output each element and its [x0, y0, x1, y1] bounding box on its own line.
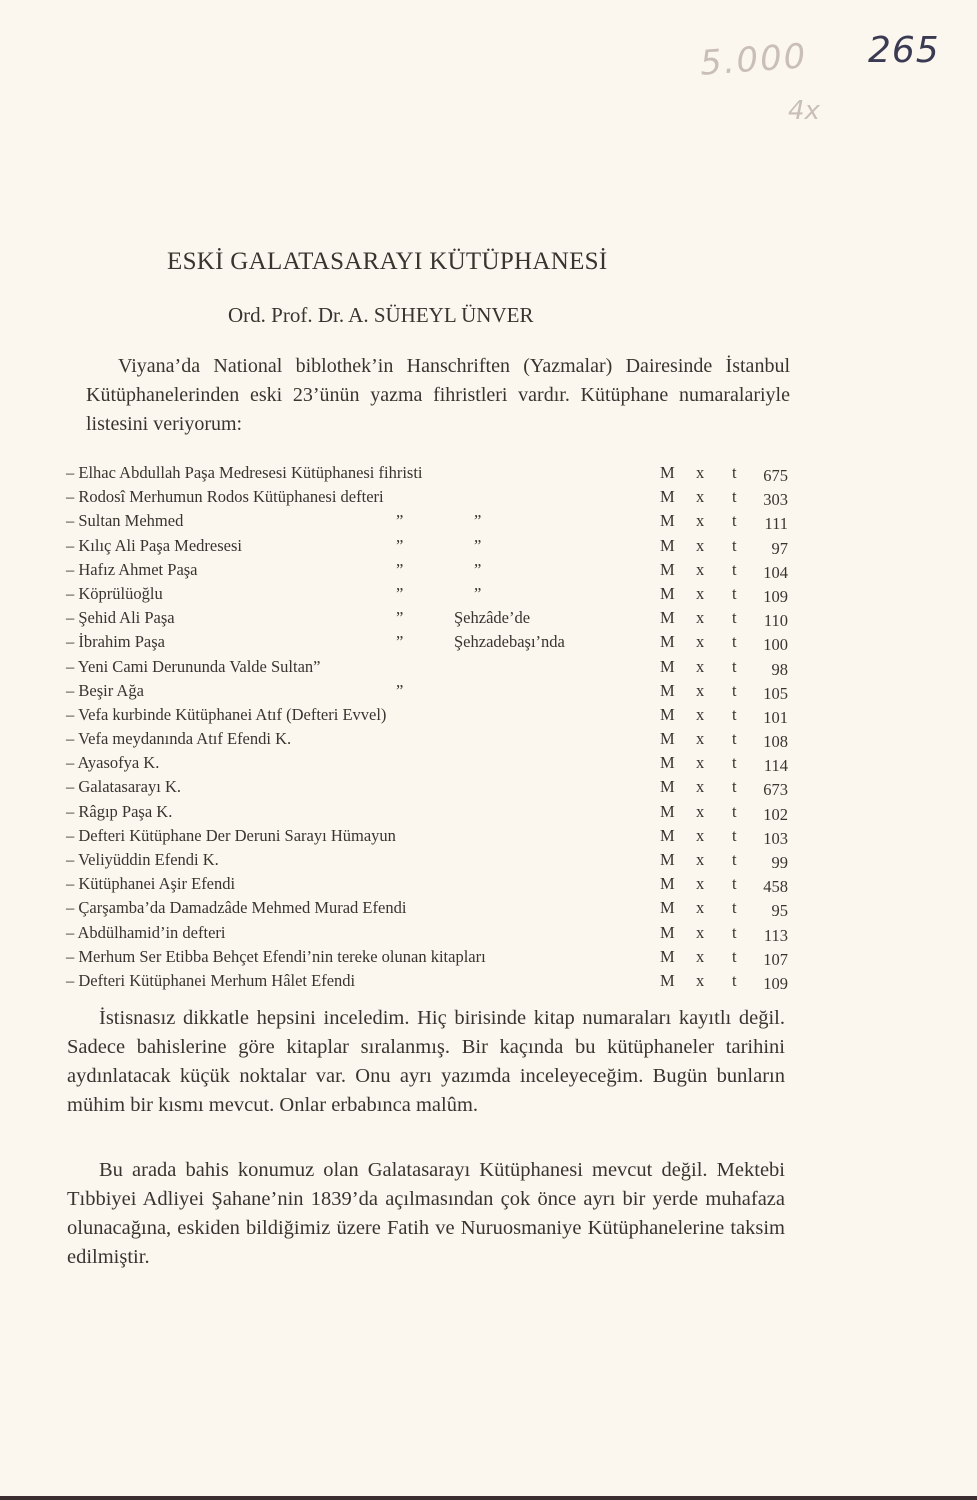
catalog-name: – Vefa meydanında Atıf Efendi K. — [66, 729, 292, 749]
catalog-format-t: t — [732, 583, 737, 603]
catalog-format-m: M — [660, 632, 675, 652]
catalog-number: 303 — [763, 490, 788, 510]
catalog-row — [66, 509, 796, 533]
catalog-name: – Abdülhamid’in defteri — [66, 922, 226, 942]
catalog-format-m: M — [660, 801, 675, 821]
catalog-row — [66, 824, 796, 848]
catalog-row — [66, 485, 796, 509]
catalog-format-x: x — [696, 535, 705, 555]
catalog-name: – Beşir Ağa — [66, 680, 144, 700]
catalog-number: 107 — [763, 949, 788, 969]
catalog-format-t: t — [732, 898, 737, 918]
catalog-number: 675 — [763, 466, 788, 485]
catalog-number: 108 — [763, 732, 788, 752]
intro-paragraph — [86, 352, 790, 439]
catalog-format-t: t — [732, 970, 737, 990]
catalog-format-t: t — [732, 656, 737, 676]
catalog-format-m: M — [660, 583, 675, 603]
catalog-row — [66, 872, 796, 896]
catalog-number: 105 — [763, 683, 788, 703]
catalog-format-t: t — [732, 704, 737, 724]
catalog-format-t: t — [732, 729, 737, 749]
catalog-row — [66, 896, 796, 920]
catalog-number: 100 — [763, 635, 788, 655]
page-number-handwritten: 265 — [868, 30, 940, 71]
catalog-note: Şehzadebaşı’nda — [454, 632, 565, 652]
catalog-row — [66, 969, 796, 993]
article-title: ESKİ GALATASARAYI KÜTÜPHANESİ — [167, 248, 608, 275]
catalog-ditto-mark: ” — [474, 535, 482, 555]
catalog-number: 98 — [771, 659, 788, 679]
catalog-name: – Elhac Abdullah Paşa Medresesi Kütüphanesi fihristi — [66, 463, 423, 482]
catalog-format-t: t — [732, 922, 737, 942]
catalog-format-m: M — [660, 487, 675, 507]
catalog-format-x: x — [696, 487, 705, 507]
catalog-ditto-mark: ” — [396, 559, 404, 579]
catalog-format-m: M — [660, 898, 675, 918]
catalog-format-t: t — [732, 801, 737, 821]
catalog-format-m: M — [660, 535, 675, 555]
catalog-format-m: M — [660, 777, 675, 797]
catalog-format-x: x — [696, 583, 705, 603]
intro-text: Viyana’da National biblothek’in Hanschriften (Yazmalar) Dairesinde İstanbul Kütüphanelerinden eski 23’ünün yazma fihristleri vardır. Kütüphane numaralariyle listesini veriyorum: — [86, 355, 790, 435]
catalog-format-x: x — [696, 970, 705, 990]
catalog-format-x: x — [696, 946, 705, 966]
catalog-row — [66, 945, 796, 969]
catalog-row — [66, 921, 796, 945]
catalog-format-t: t — [732, 946, 737, 966]
catalog-name: – Veliyüddin Efendi K. — [66, 850, 219, 869]
catalog-name: – Râgıp Paşa K. — [66, 801, 173, 821]
catalog-format-x: x — [696, 704, 705, 724]
catalog-format-x: x — [696, 463, 705, 482]
catalog-format-t: t — [732, 850, 737, 869]
catalog-format-m: M — [660, 946, 675, 966]
catalog-number: 109 — [763, 586, 788, 606]
catalog-format-t: t — [732, 487, 737, 507]
author-line: Ord. Prof. Dr. A. SÜHEYL ÜNVER — [228, 303, 534, 327]
catalog-ditto-mark: ” — [396, 608, 404, 628]
catalog-number: 103 — [763, 828, 788, 848]
catalog-format-m: M — [660, 753, 675, 773]
catalog-name: – Merhum Ser Etibba Behçet Efendi’nin tereke olunan kitapları — [66, 946, 486, 966]
catalog-name: – Defteri Kütüphane Der Deruni Sarayı Hümayun — [66, 825, 396, 845]
catalog-row — [66, 630, 796, 654]
catalog-row — [66, 461, 796, 485]
catalog-name: – Defteri Kütüphanei Merhum Hâlet Efendi — [66, 970, 356, 990]
pencil-annotation: 5.000 — [698, 36, 809, 84]
catalog-name: – Sultan Mehmed — [66, 511, 184, 531]
catalog-format-t: t — [732, 559, 737, 579]
catalog-format-m: M — [660, 463, 675, 482]
catalog-format-m: M — [660, 874, 675, 894]
catalog-number: 97 — [771, 538, 788, 558]
pencil-annotation-small: 4x — [788, 96, 820, 126]
catalog-format-t: t — [732, 535, 737, 555]
catalog-number: 101 — [763, 707, 788, 727]
catalog-format-x: x — [696, 632, 705, 652]
catalog-ditto-mark: ” — [396, 535, 404, 555]
catalog-name: – Kılıç Ali Paşa Medresesi — [66, 535, 242, 555]
catalog-format-x: x — [696, 753, 705, 773]
catalog-number: 113 — [763, 925, 788, 945]
catalog-format-x: x — [696, 680, 705, 700]
catalog-format-x: x — [696, 850, 705, 869]
catalog-format-t: t — [732, 463, 737, 482]
body-paragraph-1: İstisnasız dikkatle hepsini inceledim. Hiç birisinde kitap numaraları kayıtlı değil. Sadece bahislerine göre kitaplar sıralanmış. Bir kaçında bu kütüphaneler tarihini aydınlatacak küçük noktalar var. Onu ayrı yazımda inceleyeceğim. Bugün bunların mühim bir kısmı mevcut. Onlar erbabınca malûm. — [67, 1007, 785, 1116]
catalog-number: 102 — [763, 804, 788, 824]
catalog-row — [66, 582, 796, 606]
catalog-number: 110 — [763, 611, 788, 631]
catalog-ditto-mark: ” — [396, 511, 404, 531]
catalog-ditto-mark: ” — [474, 583, 482, 603]
catalog-row — [66, 751, 796, 775]
catalog-format-m: M — [660, 608, 675, 628]
catalog-format-x: x — [696, 777, 705, 797]
catalog-ditto-mark: ” — [396, 583, 404, 603]
catalog-ditto-mark: ” — [474, 559, 482, 579]
catalog-row — [66, 848, 796, 872]
catalog-number: 95 — [771, 901, 788, 921]
catalog-format-m: M — [660, 970, 675, 990]
catalog-name: – Şehid Ali Paşa — [66, 608, 175, 628]
scan-bottom-edge — [0, 1496, 977, 1500]
catalog-ditto-mark: ” — [396, 632, 404, 652]
catalog-list — [66, 461, 796, 993]
catalog-row — [66, 775, 796, 799]
catalog-format-x: x — [696, 801, 705, 821]
catalog-format-m: M — [660, 511, 675, 531]
catalog-number: 673 — [763, 780, 788, 800]
catalog-row — [66, 606, 796, 630]
catalog-row — [66, 655, 796, 679]
catalog-number: 114 — [763, 756, 788, 776]
catalog-row — [66, 679, 796, 703]
catalog-row — [66, 703, 796, 727]
catalog-note: Şehzâde’de — [454, 608, 531, 628]
catalog-name: – Hafız Ahmet Paşa — [66, 559, 198, 579]
catalog-format-m: M — [660, 680, 675, 700]
catalog-format-m: M — [660, 656, 675, 676]
catalog-format-x: x — [696, 511, 705, 531]
catalog-format-t: t — [732, 825, 737, 845]
catalog-format-x: x — [696, 922, 705, 942]
catalog-ditto-mark: ” — [396, 680, 404, 700]
catalog-format-m: M — [660, 704, 675, 724]
catalog-format-m: M — [660, 729, 675, 749]
catalog-row — [66, 534, 796, 558]
catalog-format-t: t — [732, 753, 737, 773]
catalog-format-x: x — [696, 608, 705, 628]
catalog-format-t: t — [732, 608, 737, 628]
catalog-name: – İbrahim Paşa — [66, 632, 165, 652]
catalog-format-x: x — [696, 559, 705, 579]
catalog-number: 111 — [764, 514, 788, 534]
catalog-number: 99 — [771, 853, 788, 872]
catalog-format-x: x — [696, 825, 705, 845]
catalog-format-x: x — [696, 898, 705, 918]
catalog-row — [66, 558, 796, 582]
catalog-number: 104 — [763, 562, 788, 582]
catalog-format-x: x — [696, 656, 705, 676]
catalog-format-m: M — [660, 850, 675, 869]
catalog-format-x: x — [696, 729, 705, 749]
catalog-row — [66, 800, 796, 824]
catalog-format-t: t — [732, 511, 737, 531]
catalog-format-t: t — [732, 874, 737, 894]
catalog-name: – Kütüphanei Aşir Efendi — [66, 874, 236, 894]
catalog-name: – Çarşamba’da Damadzâde Mehmed Murad Efendi — [66, 898, 407, 918]
catalog-row — [66, 727, 796, 751]
catalog-number: 458 — [763, 877, 788, 897]
catalog-name: – Köprülüoğlu — [66, 583, 163, 603]
catalog-name: – Vefa kurbinde Kütüphanei Atıf (Defteri Evvel) — [66, 704, 387, 724]
catalog-ditto-mark: ” — [474, 511, 482, 531]
catalog-name: – Rodosî Merhumun Rodos Kütüphanesi defteri — [66, 487, 384, 507]
catalog-format-m: M — [660, 825, 675, 845]
catalog-name: – Ayasofya K. — [66, 753, 160, 773]
catalog-number: 109 — [763, 973, 788, 993]
catalog-format-t: t — [732, 632, 737, 652]
catalog-format-x: x — [696, 874, 705, 894]
catalog-format-m: M — [660, 922, 675, 942]
body-paragraph-2: Bu arada bahis konumuz olan Galatasarayı Kütüphanesi mevcut değil. Mektebi Tıbbiyei Adliyei Şahane’nin 1839’da açılmasından çok önce ayrı bir yerde muhafaza olunacağına, eskiden bildiğimiz üzere Fatih ve Nuruosmaniye Kütüphanelerine taksim edilmiştir. — [67, 1159, 785, 1268]
catalog-format-t: t — [732, 680, 737, 700]
catalog-format-t: t — [732, 777, 737, 797]
catalog-name: – Galatasarayı K. — [66, 777, 181, 797]
catalog-format-m: M — [660, 559, 675, 579]
catalog-name: – Yeni Cami Derununda Valde Sultan” — [66, 656, 321, 676]
